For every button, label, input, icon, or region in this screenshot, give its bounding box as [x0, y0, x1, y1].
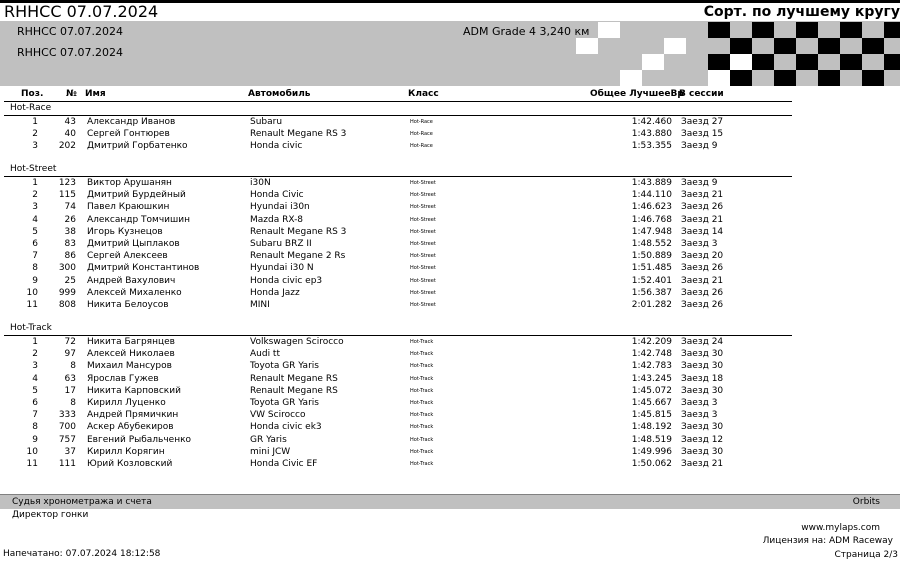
- cell-class: Hot-Track: [410, 436, 434, 443]
- checker-cell: [752, 22, 774, 38]
- cell-position: 6: [32, 398, 38, 408]
- cell-position: 7: [32, 410, 38, 421]
- footer-band: [0, 494, 900, 509]
- cell-car: Renault Megane 2 Rs: [250, 251, 346, 262]
- cell-position: 11: [26, 459, 38, 469]
- cell-number: 115: [58, 190, 76, 201]
- table-row: [0, 201, 792, 213]
- printed-timestamp: Напечатано: 07.07.2024 18:12:58: [3, 549, 161, 559]
- cell-session: Заезд 15: [681, 129, 724, 140]
- cell-driver-name: Дмитрий Цыплаков: [87, 239, 180, 249]
- checker-cell: [884, 54, 900, 70]
- cell-position: 3: [32, 141, 38, 152]
- cell-number: 38: [64, 226, 76, 237]
- column-header-rule: [4, 101, 792, 102]
- orbits-label: Orbits: [852, 497, 880, 507]
- cell-position: 4: [32, 214, 38, 225]
- checker-cell: [642, 54, 664, 70]
- cell-car: Honda Civic: [250, 190, 304, 201]
- cell-best-lap: 1:52.401: [631, 275, 672, 286]
- cell-best-lap: 1:42.783: [631, 361, 672, 372]
- cell-best-lap: 1:51.485: [631, 263, 672, 274]
- cell-driver-name: Михаил Мансуров: [87, 361, 172, 372]
- cell-number: 97: [64, 349, 76, 360]
- checker-cell: [576, 38, 598, 54]
- cell-class: Hot-Street: [410, 192, 436, 199]
- col-header-name: Имя: [85, 89, 106, 99]
- cell-car: MINI: [250, 300, 270, 310]
- cell-car: Subaru: [250, 117, 283, 127]
- cell-session: Заезд 9: [681, 141, 718, 152]
- cell-best-lap: 1:43.889: [631, 178, 672, 188]
- cell-driver-name: Евгений Рыбальченко: [87, 434, 192, 445]
- column-headers: [0, 89, 792, 101]
- table-row: [0, 262, 792, 274]
- cell-session: Заезд 12: [681, 434, 724, 445]
- cell-driver-name: Сергей Алексеев: [87, 251, 168, 262]
- cell-position: 2: [32, 190, 38, 201]
- cell-position: 4: [32, 373, 38, 384]
- table-row: [0, 409, 792, 421]
- cell-class: Hot-Track: [410, 387, 434, 394]
- table-row: [0, 250, 792, 262]
- cell-car: Renault Megane RS 3: [250, 129, 347, 140]
- cell-number: 63: [64, 373, 76, 384]
- event-name-line1: RHHCC 07.07.2024: [17, 25, 124, 38]
- table-row: [0, 458, 792, 470]
- cell-position: 5: [32, 385, 38, 396]
- cell-position: 6: [32, 239, 38, 249]
- cell-driver-name: Никита Карповский: [87, 385, 181, 396]
- cell-best-lap: 1:46.768: [631, 214, 672, 225]
- cell-class: Hot-Street: [410, 302, 436, 308]
- cell-class: Hot-Race: [410, 119, 433, 125]
- cell-driver-name: Кирилл Корягин: [87, 446, 165, 457]
- cell-class: Hot-Street: [410, 277, 436, 284]
- cell-best-lap: 1:50.062: [631, 459, 672, 469]
- checker-cell: [774, 70, 796, 86]
- cell-best-lap: 1:45.667: [631, 398, 672, 408]
- cell-number: 8: [70, 398, 76, 408]
- cell-best-lap: 1:43.880: [631, 129, 672, 140]
- cell-class: Hot-Street: [410, 180, 436, 186]
- cell-car: Subaru BRZ II: [250, 239, 312, 249]
- cell-session: Заезд 18: [681, 373, 724, 384]
- checker-cell: [818, 70, 840, 86]
- cell-driver-name: Сергей Гонтюрев: [87, 129, 170, 140]
- cell-class: Hot-Track: [410, 412, 434, 419]
- table-row: [0, 421, 792, 433]
- cell-driver-name: Кирилл Луценко: [87, 398, 166, 408]
- checker-cell: [708, 54, 730, 70]
- cell-driver-name: Дмитрий Константинов: [87, 263, 200, 274]
- cell-car: Mazda RX-8: [250, 214, 304, 225]
- cell-position: 1: [32, 117, 38, 127]
- cell-session: Заезд 3: [681, 398, 718, 408]
- cell-number: 202: [58, 141, 76, 152]
- col-header-best-lap: Общее ЛучшееВр: [590, 89, 684, 99]
- cell-best-lap: 1:48.519: [631, 434, 672, 445]
- cell-best-lap: 1:49.996: [631, 446, 672, 457]
- checker-cell: [796, 54, 818, 70]
- cell-number: 8: [70, 361, 76, 372]
- cell-class: Hot-Track: [410, 424, 434, 431]
- cell-car: Hyundai i30n: [250, 202, 310, 213]
- cell-best-lap: 2:01.282: [631, 300, 672, 310]
- cell-class: Hot-Street: [410, 265, 436, 272]
- table-row: [0, 140, 792, 152]
- cell-class: Hot-Track: [410, 363, 434, 370]
- cell-position: 1: [32, 178, 38, 188]
- cell-best-lap: 1:56.387: [631, 287, 672, 298]
- cell-number: 333: [58, 410, 76, 421]
- cell-driver-name: Андрей Прямичкин: [87, 410, 179, 421]
- cell-position: 1: [32, 337, 38, 347]
- cell-driver-name: Аскер Абубекиров: [87, 422, 174, 433]
- cell-driver-name: Александр Томчишин: [87, 214, 190, 225]
- cell-class: Hot-Track: [410, 461, 434, 467]
- checker-cell: [884, 22, 900, 38]
- cell-car: Toyota GR Yaris: [250, 398, 319, 408]
- cell-driver-name: Никита Багрянцев: [87, 337, 175, 347]
- event-name-line2: RHHCC 07.07.2024: [17, 46, 124, 59]
- cell-car: Volkswagen Scirocco: [250, 337, 344, 347]
- table-row: [0, 373, 792, 385]
- table-row: [0, 116, 792, 128]
- cell-number: 43: [64, 117, 76, 127]
- col-header-num: №: [66, 89, 77, 99]
- cell-session: Заезд 3: [681, 239, 718, 249]
- cell-best-lap: 1:46.623: [631, 202, 672, 213]
- cell-session: Заезд 26: [681, 287, 724, 298]
- cell-class: Hot-Street: [410, 228, 436, 235]
- cell-class: Hot-Track: [410, 400, 434, 406]
- license-text: Лицензия на: ADM Raceway: [762, 536, 893, 546]
- col-header-pos: Поз.: [21, 89, 44, 99]
- cell-session: Заезд 24: [681, 337, 724, 347]
- cell-number: 74: [64, 202, 76, 213]
- sort-title: Сорт. по лучшему кругу: [703, 4, 900, 20]
- cell-driver-name: Андрей Вахулович: [87, 275, 176, 286]
- cell-session: Заезд 9: [681, 178, 718, 188]
- cell-session: Заезд 21: [681, 214, 724, 225]
- cell-class: Hot-Race: [410, 131, 433, 138]
- cell-class: Hot-Track: [410, 351, 434, 358]
- group-title: Hot-Track: [10, 323, 52, 333]
- cell-session: Заезд 21: [681, 190, 724, 201]
- cell-car: VW Scirocco: [250, 410, 306, 421]
- track-info: ADM Grade 4 3,240 км: [463, 25, 590, 38]
- race-director-label: Директор гонки: [12, 510, 89, 520]
- cell-car: Honda civic ep3: [250, 275, 323, 286]
- cell-session: Заезд 26: [681, 300, 724, 310]
- checker-cell: [862, 38, 884, 54]
- cell-car: mini JCW: [250, 446, 291, 457]
- cell-session: Заезд 21: [681, 459, 724, 469]
- cell-best-lap: 1:47.948: [631, 226, 672, 237]
- cell-best-lap: 1:42.209: [631, 337, 672, 347]
- checker-cell: [730, 70, 752, 86]
- cell-best-lap: 1:50.889: [631, 251, 672, 262]
- checker-cell: [796, 22, 818, 38]
- cell-driver-name: Павел Краюшкин: [87, 202, 170, 213]
- table-row: [0, 128, 792, 140]
- cell-session: Заезд 21: [681, 275, 724, 286]
- group-title: Hot-Street: [10, 164, 57, 174]
- timekeeper-label: Судья хронометража и счета: [12, 497, 152, 507]
- cell-best-lap: 1:44.110: [631, 190, 672, 201]
- checker-cell: [708, 70, 730, 86]
- cell-position: 9: [32, 275, 38, 286]
- table-row: [0, 177, 792, 189]
- table-row: [0, 360, 792, 372]
- page-number: Страница 2/3: [834, 550, 898, 560]
- group-title: Hot-Race: [10, 103, 52, 113]
- table-row: [0, 287, 792, 299]
- cell-number: 37: [64, 446, 76, 457]
- cell-number: 123: [58, 178, 76, 188]
- table-row: [0, 189, 792, 201]
- table-row: [0, 299, 792, 311]
- cell-session: Заезд 26: [681, 263, 724, 274]
- checker-cell: [664, 38, 686, 54]
- website-text: www.mylaps.com: [801, 523, 880, 533]
- checkered-flag-graphic: [576, 22, 900, 86]
- table-row: [0, 275, 792, 287]
- cell-position: 2: [32, 349, 38, 360]
- cell-session: Заезд 30: [681, 422, 724, 433]
- cell-position: 9: [32, 434, 38, 445]
- checker-cell: [598, 22, 620, 38]
- cell-session: Заезд 30: [681, 349, 724, 360]
- table-row: [0, 214, 792, 226]
- checker-cell: [840, 22, 862, 38]
- cell-session: Заезд 3: [681, 410, 718, 421]
- cell-best-lap: 1:45.072: [631, 385, 672, 396]
- col-header-car: Автомобиль: [248, 89, 311, 99]
- cell-car: Honda Jazz: [250, 287, 300, 298]
- cell-number: 300: [58, 263, 76, 274]
- cell-position: 3: [32, 202, 38, 213]
- cell-number: 72: [64, 337, 76, 347]
- table-row: [0, 434, 792, 446]
- checker-cell: [730, 54, 752, 70]
- checker-cell: [752, 54, 774, 70]
- cell-class: Hot-Street: [410, 289, 436, 296]
- page-title: RHHCC 07.07.2024: [4, 2, 159, 21]
- cell-position: 2: [32, 129, 38, 140]
- cell-position: 11: [26, 300, 38, 310]
- cell-car: Hyundai i30 N: [250, 263, 314, 274]
- cell-session: Заезд 27: [681, 117, 724, 127]
- table-row: [0, 446, 792, 458]
- cell-best-lap: 1:45.815: [631, 410, 672, 421]
- cell-position: 7: [32, 251, 38, 262]
- cell-position: 3: [32, 361, 38, 372]
- table-row: [0, 397, 792, 409]
- cell-number: 26: [64, 214, 76, 225]
- table-row: [0, 226, 792, 238]
- cell-session: Заезд 30: [681, 446, 724, 457]
- cell-driver-name: Виктор Арушанян: [87, 178, 172, 188]
- cell-car: Audi tt: [250, 349, 280, 360]
- cell-position: 8: [32, 422, 38, 433]
- cell-number: 83: [64, 239, 76, 249]
- cell-best-lap: 1:48.192: [631, 422, 672, 433]
- cell-driver-name: Ярослав Гужев: [87, 373, 159, 384]
- cell-driver-name: Александр Иванов: [87, 117, 176, 127]
- cell-position: 10: [26, 287, 38, 298]
- cell-number: 25: [64, 275, 76, 286]
- cell-session: Заезд 20: [681, 251, 724, 262]
- cell-number: 17: [64, 385, 76, 396]
- table-row: [0, 385, 792, 397]
- cell-class: Hot-Race: [410, 143, 433, 150]
- cell-driver-name: Алексей Михаленко: [87, 287, 182, 298]
- col-header-class: Класс: [408, 89, 439, 99]
- cell-session: Заезд 26: [681, 202, 724, 213]
- cell-position: 5: [32, 226, 38, 237]
- cell-driver-name: Никита Белоусов: [87, 300, 169, 310]
- checker-cell: [818, 38, 840, 54]
- cell-best-lap: 1:48.552: [631, 239, 672, 249]
- col-header-session: В сессии: [679, 89, 724, 99]
- cell-number: 700: [58, 422, 76, 433]
- cell-number: 808: [58, 300, 76, 310]
- cell-driver-name: Игорь Кузнецов: [87, 226, 163, 237]
- cell-position: 8: [32, 263, 38, 274]
- cell-session: Заезд 30: [681, 385, 724, 396]
- cell-car: Renault Megane RS: [250, 373, 338, 384]
- checker-cell: [862, 70, 884, 86]
- cell-car: Renault Megane RS 3: [250, 226, 347, 237]
- checker-cell: [620, 70, 642, 86]
- cell-car: i30N: [250, 178, 271, 188]
- cell-best-lap: 1:53.355: [631, 141, 672, 152]
- cell-number: 111: [58, 459, 76, 469]
- cell-session: Заезд 14: [681, 226, 724, 237]
- cell-number: 757: [58, 434, 76, 445]
- cell-driver-name: Дмитрий Горбатенко: [87, 141, 188, 152]
- cell-number: 999: [58, 287, 76, 298]
- cell-car: Honda civic ek3: [250, 422, 322, 433]
- cell-best-lap: 1:43.245: [631, 373, 672, 384]
- checker-cell: [840, 54, 862, 70]
- cell-class: Hot-Track: [410, 448, 434, 455]
- table-row: [0, 348, 792, 360]
- cell-car: Toyota GR Yaris: [250, 361, 319, 372]
- table-row: [0, 238, 792, 250]
- cell-class: Hot-Track: [410, 339, 434, 345]
- cell-driver-name: Дмитрий Бурдейный: [87, 190, 186, 201]
- cell-number: 40: [64, 129, 76, 140]
- cell-driver-name: Алексей Николаев: [87, 349, 175, 360]
- cell-car: GR Yaris: [250, 434, 287, 445]
- cell-car: Renault Megane RS: [250, 385, 338, 396]
- checker-cell: [708, 22, 730, 38]
- cell-class: Hot-Street: [410, 241, 436, 247]
- cell-class: Hot-Street: [410, 253, 436, 260]
- cell-position: 10: [26, 446, 38, 457]
- table-row: [0, 336, 792, 348]
- cell-driver-name: Юрий Козловский: [87, 459, 173, 469]
- cell-class: Hot-Track: [410, 375, 434, 382]
- cell-best-lap: 1:42.460: [631, 117, 672, 127]
- cell-session: Заезд 30: [681, 361, 724, 372]
- cell-class: Hot-Street: [410, 204, 436, 211]
- cell-class: Hot-Street: [410, 216, 436, 223]
- checker-cell: [730, 38, 752, 54]
- cell-car: Honda civic: [250, 141, 303, 152]
- checker-cell: [774, 38, 796, 54]
- cell-car: Honda Civic EF: [250, 459, 318, 469]
- cell-best-lap: 1:42.748: [631, 349, 672, 360]
- cell-number: 86: [64, 251, 76, 262]
